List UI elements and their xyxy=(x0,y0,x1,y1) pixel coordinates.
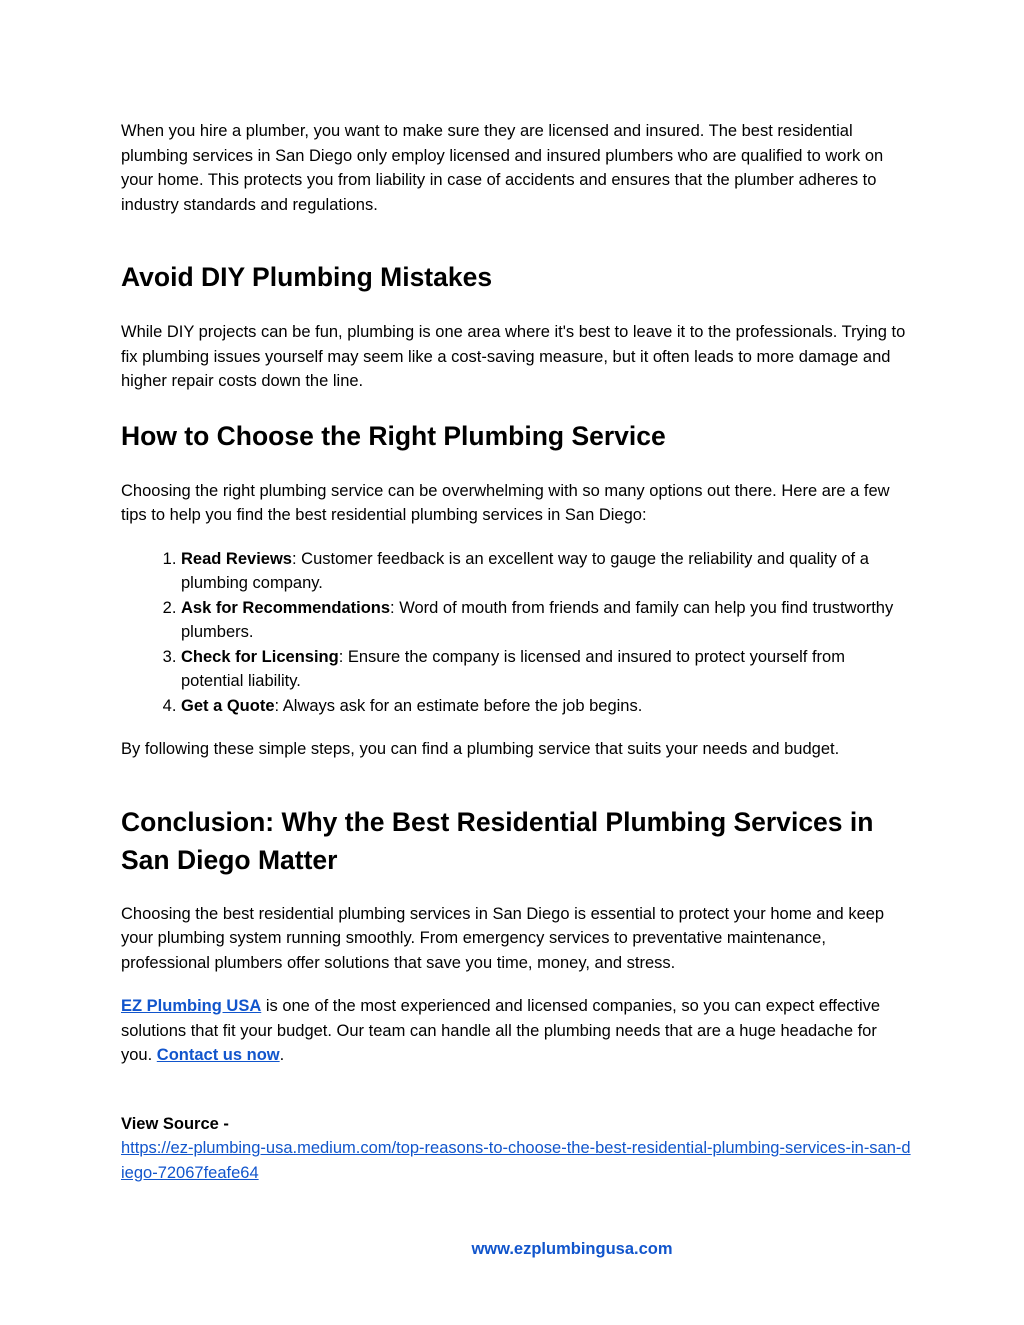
list-item xyxy=(181,547,911,596)
tip-text: : Ensure the company is licensed and insured to protect yourself from potential liability. xyxy=(181,647,845,690)
tips-list xyxy=(121,547,911,719)
tip-title: Ask for Recommendations xyxy=(181,598,391,617)
source-url-link[interactable]: https://ez-plumbing-usa.medium.com/top-reasons-to-choose-the-best-residential-plumbing-services-in-san-diego-72067feafe64 xyxy=(121,1139,911,1182)
steps-closing-paragraph: By following these simple steps, you can find a plumbing service that suits your needs and budget. xyxy=(121,740,840,758)
tip-text: : Customer feedback is an excellent way to gauge the reliability and quality of a plumbing company. xyxy=(181,549,869,592)
list-item xyxy=(181,694,911,719)
tip-title: Check for Licensing xyxy=(181,647,339,666)
view-source-label: View Source - xyxy=(121,1114,229,1133)
company-paragraph xyxy=(121,994,911,1068)
heading-how-to-choose: How to Choose the Right Plumbing Service xyxy=(121,420,666,451)
conclusion-paragraph: Choosing the best residential plumbing services in San Diego is essential to protect your home and keep your plumbing system running smoothly. From emergency services to preventative maintenance, professional plumbers offer solutions that save you time, money, and stress. xyxy=(121,904,885,972)
list-item xyxy=(181,596,911,645)
tip-text: : Always ask for an estimate before the job begins. xyxy=(274,696,643,715)
view-source xyxy=(121,1112,911,1186)
heading-avoid-diy: Avoid DIY Plumbing Mistakes xyxy=(121,262,493,292)
heading-conclusion: Conclusion: Why the Best Residential Plumbing Services in San Diego Matter xyxy=(121,806,874,875)
contact-us-link[interactable]: Contact us now xyxy=(156,1046,280,1064)
footer-website: www.ezplumbingusa.com xyxy=(471,1240,673,1258)
tip-text: : Word of mouth from friends and family can help you find trustworthy plumbers. xyxy=(181,598,894,641)
choose-paragraph: Choosing the right plumbing service can be overwhelming with so many options out there. Here are a few tips to help you find the best residential plumbing services in San Diego: xyxy=(121,481,890,524)
company-link[interactable]: EZ Plumbing USA xyxy=(121,997,262,1015)
diy-paragraph: While DIY projects can be fun, plumbing is one area where it's best to leave it to the professionals. Trying to fix plumbing issues yourself may seem like a cost-saving measure, but it often leads to more damage and higher repair costs down the line. xyxy=(121,323,906,390)
list-item xyxy=(181,645,911,694)
tip-title: Get a Quote xyxy=(181,696,275,715)
company-description: is one of the most experienced and licensed companies, so you can expect effective solutions that fit your budget. Our team can handle all the plumbing needs that are a huge headache for you. xyxy=(121,997,881,1064)
document-body xyxy=(121,119,911,1185)
contact-period: . xyxy=(279,1046,285,1064)
intro-paragraph: When you hire a plumber, you want to make sure they are licensed and insured. The best residential plumbing services in San Diego only employ licensed and insured plumbers who are qualified to work on your home. This protects you from liability in case of accidents and ensures that the plumber adheres to industry standards and regulations. xyxy=(121,122,884,214)
tip-title: Read Reviews xyxy=(181,549,292,568)
